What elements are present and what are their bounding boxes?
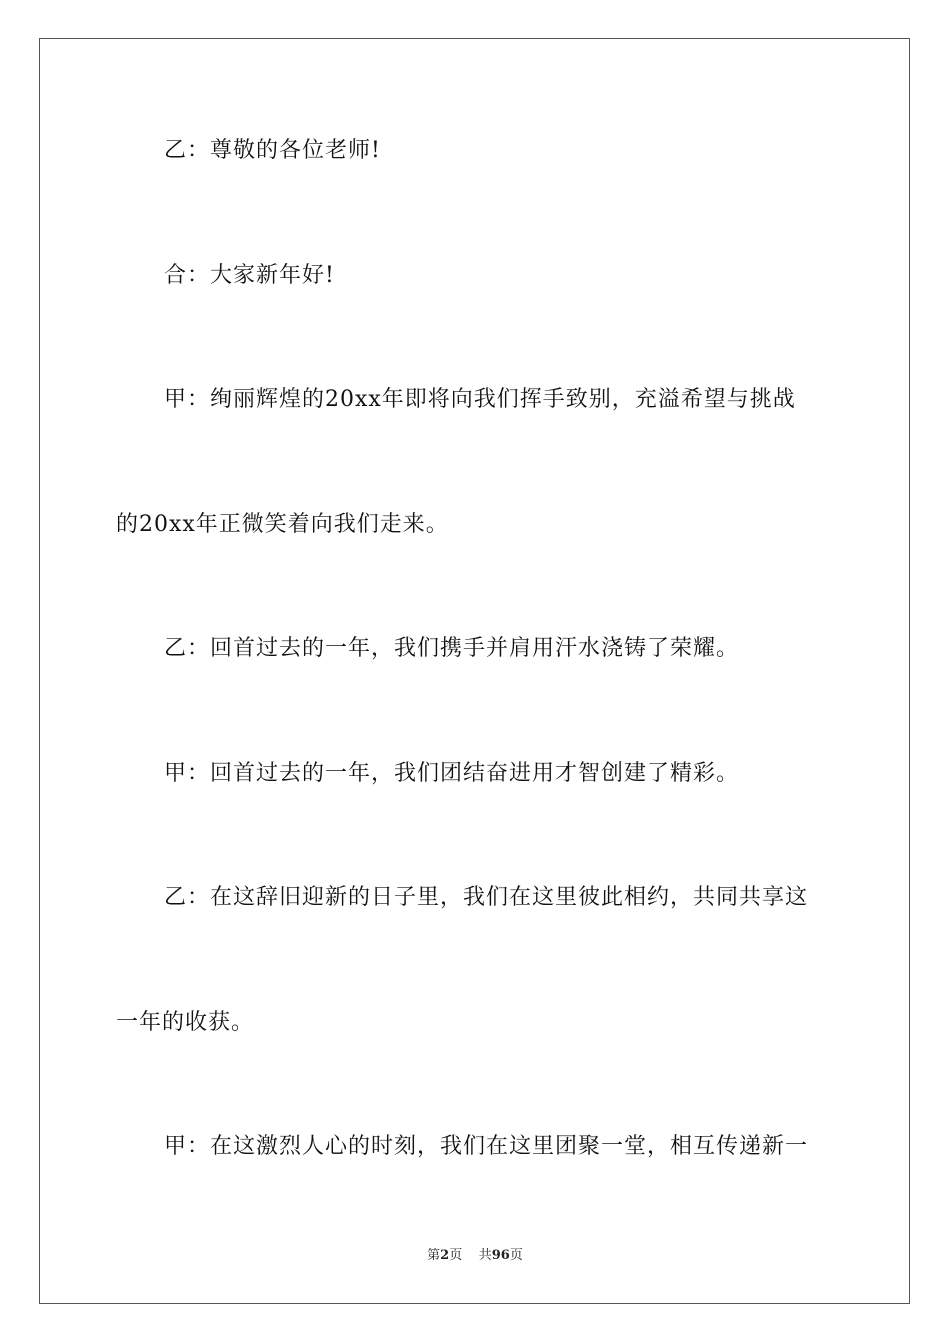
text-line-2: 合：大家新年好! [164, 263, 335, 288]
text-line-9: 甲：在这激烈人心的时刻，我们在这里团聚一堂，相互传递新一 [164, 1134, 809, 1159]
text-line-6: 甲：回首过去的一年，我们团结奋进用才智创建了精彩。 [164, 761, 740, 786]
text-line-5: 乙：回首过去的一年，我们携手并肩用汗水浇铸了荣耀。 [164, 636, 740, 661]
text-line-7: 乙：在这辞旧迎新的日子里，我们在这里彼此相约，共同共享这 [164, 885, 809, 910]
text-line-1: 乙：尊敬的各位老师! [164, 138, 381, 163]
text-line-4: 的20xx年正微笑着向我们走来。 [116, 512, 449, 537]
footer-total-pages: 96 [491, 1248, 510, 1263]
footer-page-suffix: 页 [449, 1248, 463, 1263]
text-line-8: 一年的收获。 [116, 1010, 255, 1035]
footer-total-suffix: 页 [509, 1248, 523, 1263]
page-border [39, 38, 910, 1304]
text-line-3: 甲：绚丽辉煌的20xx年即将向我们挥手致别，充溢希望与挑战 [164, 387, 796, 412]
footer-page-prefix: 第 [427, 1248, 441, 1263]
page-footer [0, 1247, 950, 1265]
footer-page-number: 2 [440, 1248, 450, 1263]
footer-total-prefix: 共 [478, 1248, 492, 1263]
